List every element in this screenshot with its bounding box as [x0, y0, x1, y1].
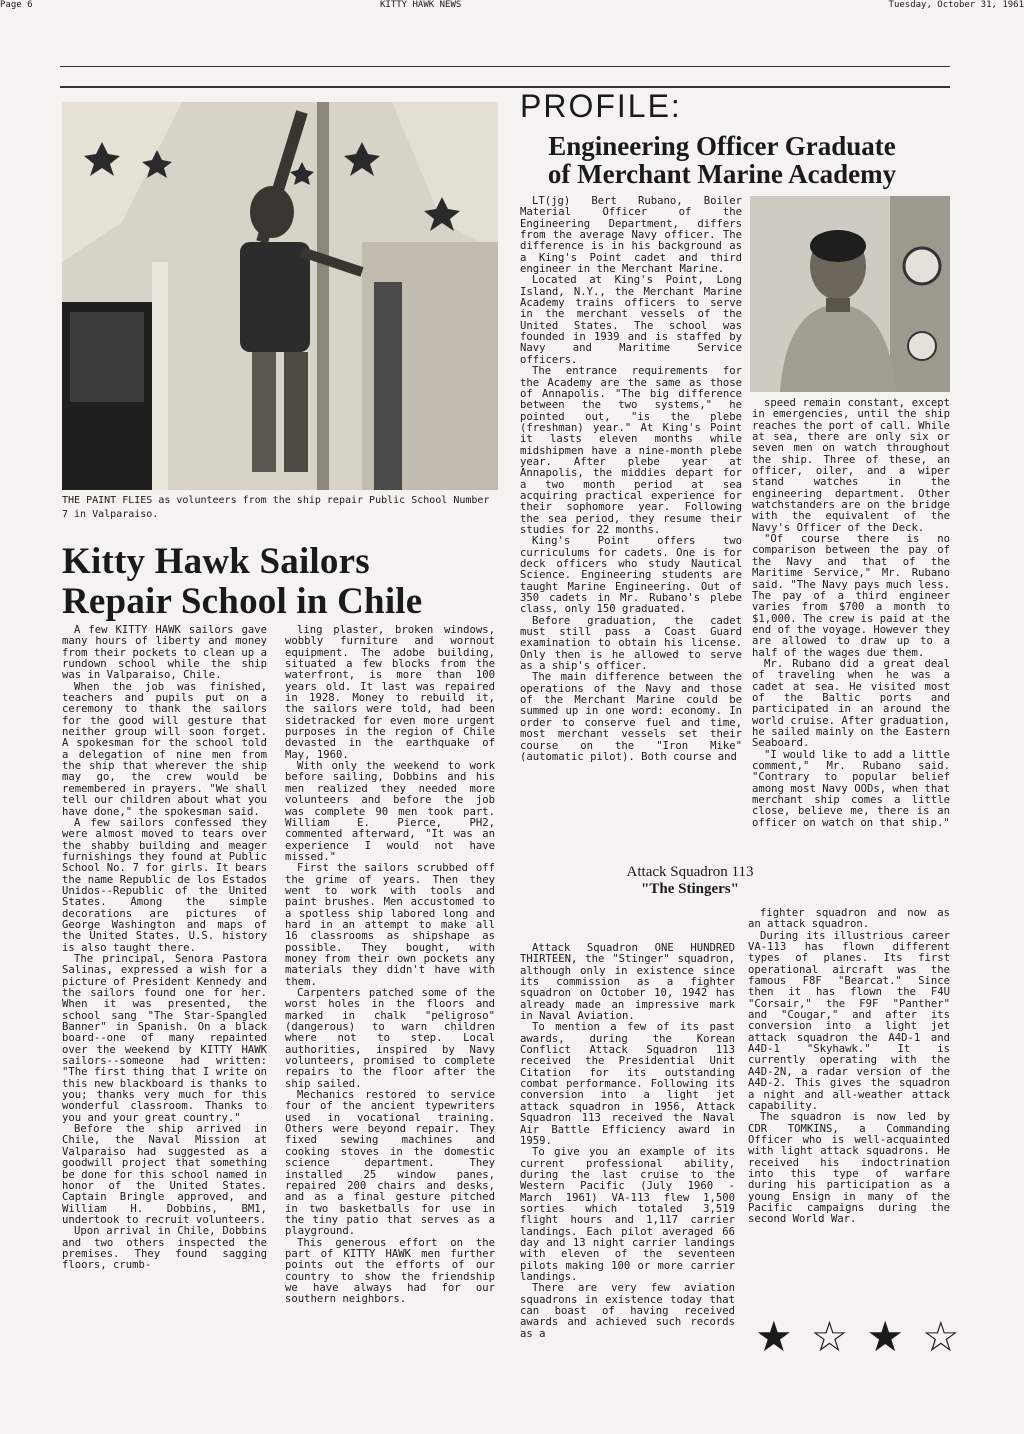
profile-column-1: [520, 196, 742, 763]
paint-photo-caption: THE PAINT FLIES as volunteers from the ship repair Public School Number 7 in Valparaiso.: [62, 495, 490, 520]
paragraph: The main difference between the operations of the Navy and those of the Merchant Marine could be summed up in one word: economy. In order to conserve fuel and time, most merchant vessels set their course on the "Iron Mike" (automatic pilot). Both course and: [520, 671, 742, 763]
school-story-column-2: [285, 625, 495, 1306]
page-number: Page 6: [0, 0, 33, 10]
paragraph: Attack Squadron ONE HUNDRED THIRTEEN, the "Stinger" squadron, although only in existence since its commission as a fighter squadron on October 10, 1942 has already made an impressive mark in Naval Aviation.: [520, 942, 735, 1023]
squadron-headline: [520, 864, 860, 898]
paragraph: First the sailors scrubbed off the grime of years. Then they went to work with tools and paint brushes. Men accustomed to a spotless ship labored long and hard in an attempt to make all 16 classrooms as shipshape as possible. They bought, with money from their own pockets any materials they didn't have with them.: [285, 862, 495, 988]
paragraph: LT(jg) Bert Rubano, Boiler Material Officer of the Engineering Department, differs from the average Navy officer. The difference is in his background as a King's Point cadet and third engineer in the Merchant Marine.: [520, 195, 742, 276]
paragraph: The principal, Senora Pastora Salinas, expressed a wish for a picture of President Kennedy and the sailors found one for her. When it was presented, the school sang "The Star-Spangled Banner" in Spanish. On a black board--one of many repainted over the weekend by KITTY HAWK sailors--someone had written: "The first thing that I write on this new blackboard is thanks to you; thanks very much for this wonderful classroom. Thanks to you and your great country.": [62, 952, 267, 1124]
star-ornaments: [755, 1312, 978, 1361]
paragraph: This generous effort on the part of KITTY HAWK men further points out the efforts of our country to show the friendship we have always had for our southern neighbors.: [285, 1236, 495, 1306]
paragraph: Before graduation, the cadet must still pass a Coast Guard examination to obtain his license. Only then is he allowed to serve as a ship's officer.: [520, 614, 742, 673]
paragraph: Located at King's Point, Long Island, N.Y., the Merchant Marine Academy trains officers to serve in the merchant vessels of the United States. The school was founded in 1939 and is staffed by Navy and Maritime Service officers.: [520, 274, 742, 366]
paragraph: During its illustrious career VA-113 has flown different types of planes. Its first operational aircraft was the famous F8F "Bearcat." Since then it has flown the F4U "Corsair," the F9F "Panther" and "Cougar," and after its conversion into a light jet attack squadron the A4D-1 and A4D-1 "Skyhawk." It is currently operating with the A4D-2N, a radar version of the A4D-2. This gives the squadron a night and all-weather attack capability.: [748, 929, 950, 1112]
star-outline-icon: ☆: [921, 1312, 978, 1361]
profile-label: PROFILE:: [520, 88, 682, 124]
paragraph: The squadron is now led by CDR TOMKINS, a Commanding Officer who is well-acquainted with light attack squadrons. He received his indoctrination into this type of warfare during his participation as a young Ensign in many of the Pacific campaigns during the second World War.: [748, 1111, 950, 1226]
paragraph: Before the ship arrived in Chile, the Naval Mission at Valparaiso had suggested as a goodwill project that something be done for this school named in honor of the United States. Captain Bringle approved, and William H. Dobbins, BM1, undertook to recruit volunteers.: [62, 1123, 267, 1226]
paragraph: To mention a few of its past awards, during the Korean Conflict Attack Squadron 113 received the Presidential Unit Citation for its outstanding combat performance. Following its conversion into a light jet attack squadron in 1956, Attack Squadron 113 received the Naval Air Battle Efficiency award in 1959.: [520, 1021, 735, 1147]
paragraph: "I would like to add a little comment," Mr. Rubano said. "Contrary to popular belief among most Navy OODs, when that merchant ship comes a little close, believe me, there is an officer on watch on that ship.": [752, 748, 950, 829]
paragraph: A few sailors confessed they were almost moved to tears over the shabby building and meager furnishings they found at Public School No. 7 for girls. It bears the name Republic de los Estados Unidos--Republic of the United States. Among the simple decorations are pictures of George Washington and maps of the United States. U.S. history is also taught there.: [62, 816, 267, 954]
rubano-portrait: [750, 196, 950, 392]
paragraph: When the job was finished, teachers and pupils put on a ceremony to thank the sailors for the good will gesture that neither group will soon forget. A spokesman for the school told a delegation of nine men from the ship that wherever the ship may go, the crew would be remembered in prayers. "We shall tell our children about what you have done," the spokesman said.: [62, 680, 267, 818]
star-icon: ★: [755, 1312, 811, 1361]
paragraph: Upon arrival in Chile, Dobbins and two others inspected the premises. They found sagging floors, crumb-: [62, 1225, 267, 1272]
squadron-headline-line1: Attack Squadron 113: [626, 864, 754, 880]
paragraph: King's Point offers two curriculums for cadets. One is for deck officers who study Nautical Science. Engineering students are taught Marine Engineering. Out of 350 cadets in Mr. Rubano's plebe class, only 150 graduated.: [520, 535, 742, 616]
paragraph: speed remain constant, except in emergencies, until the ship reaches the port of call. While at sea, there are only six or seven men on watch throughout the ship. Three of these, an officer, oiler, and a wiper stand watches in the engineering department. Other watchstanders are on the bridge with the equivalent of the Navy's Officer of the Deck.: [752, 397, 950, 534]
paragraph: fighter squadron and now as an attack squadron.: [748, 907, 950, 931]
profile-headline-line1: Engineering Officer Graduate: [548, 131, 896, 161]
rubano-portrait-illustration: [750, 196, 950, 392]
profile-headline-line2: of Merchant Marine Academy: [547, 159, 897, 189]
school-headline-line1: Kitty Hawk Sailors: [62, 541, 370, 582]
school-headline: [62, 542, 498, 622]
profile-headline: [512, 132, 932, 188]
squadron-headline-line2: "The Stingers": [641, 881, 739, 897]
masthead: [0, 0, 1024, 16]
paragraph: The entrance requirements for the Academy are the same as those of Annapolis. "The big difference between the two systems," he pointed out, "is the plebe (freshman) year." At King's Point it lasts eleven months while midshipmen have a nine-month plebe year. After plebe year at Annapolis, the middies depart for a two month period at sea acquiring practical experience for their sophomore year. Following the sea period, they resume their studies for 22 months.: [520, 365, 742, 536]
paragraph: There are very few aviation squadrons in existence today that can boast of having received awards and achieved such records as a: [520, 1282, 735, 1340]
paint-photo-illustration: [62, 102, 498, 490]
paper-name: KITTY HAWK NEWS: [380, 0, 462, 10]
school-headline-line2: Repair School in Chile: [62, 581, 423, 622]
paragraph: Mr. Rubano did a great deal of traveling when he was a cadet at sea. He visited most of the Baltic ports and participated in an around the world cruise. After graduation, he sailed mainly on the Eastern Seaboard.: [752, 657, 950, 750]
profile-column-2: [752, 398, 950, 829]
paragraph: A few KITTY HAWK sailors gave many hours of liberty and money from their pockets to clean up a rundown school while the ship was in Valparaiso, Chile.: [62, 624, 267, 682]
star-icon: ★: [866, 1312, 922, 1361]
squadron-column-2: [748, 908, 950, 1226]
school-story-column-1: [62, 625, 267, 1272]
paragraph: With only the weekend to work before sailing, Dobbins and his men realized they needed more volunteers and before the job was complete 90 men took part. William E. Pierce, PH2, commented afterward, "It was an experience I would not have missed.": [285, 760, 495, 863]
paragraph: Mechanics restored to service four of the ancient typewriters used in vocational training. Others were beyond repair. They fixed sewing machines and cooking stoves in the domestic science department. They installed 25 window panes, repaired 200 chairs and desks, and as a final gesture pitched in two basketballs for use in the tiny patio that serves as a playground.: [285, 1089, 495, 1238]
paint-photo: [62, 102, 498, 490]
issue-date: Tuesday, October 31, 1961: [888, 0, 1024, 10]
paragraph: Carpenters patched some of the worst holes in the floors and marked in chalk "peligroso" (dangerous) to warn children where not to step. Local authorities, inspired by Navy volunteers, promised to complete repairs to the floor after the ship sailed.: [285, 987, 495, 1090]
paragraph: To give you an example of its current professional ability, during the last cruise to the Western Pacific (July 1960 - March 1961) VA-113 flew 1,500 sorties which totaled 3,519 flight hours and 1,117 carrier landings. Each pilot averaged 66 day and 13 night carrier landings with eleven of the seventeen pilots making 100 or more carrier landings.: [520, 1146, 735, 1283]
paragraph: "Of course there is no comparison between the pay of the Navy and that of the Maritime Service," Mr. Rubano said. "The Navy pays much less. The pay of a third engineer varies from $700 a month to $1,000. The crew is paid at the end of the voyage. However they are allowed to draw up to a half of the wages due them.: [752, 533, 950, 659]
squadron-column-1: [520, 943, 735, 1340]
masthead-rule: [60, 86, 950, 88]
top-rule: [60, 66, 950, 67]
star-outline-icon: ☆: [810, 1312, 867, 1361]
paragraph: ling plaster, broken windows, wobbly furniture and wornout equipment. The adobe building, situated a few blocks from the waterfront, is more than 100 years old. It last was repaired in 1928. Money to rebuild it, the sailors were told, had been sidetracked for even more urgent purposes in the region of Chile devasted in the earthquake of May, 1960.: [285, 624, 495, 761]
